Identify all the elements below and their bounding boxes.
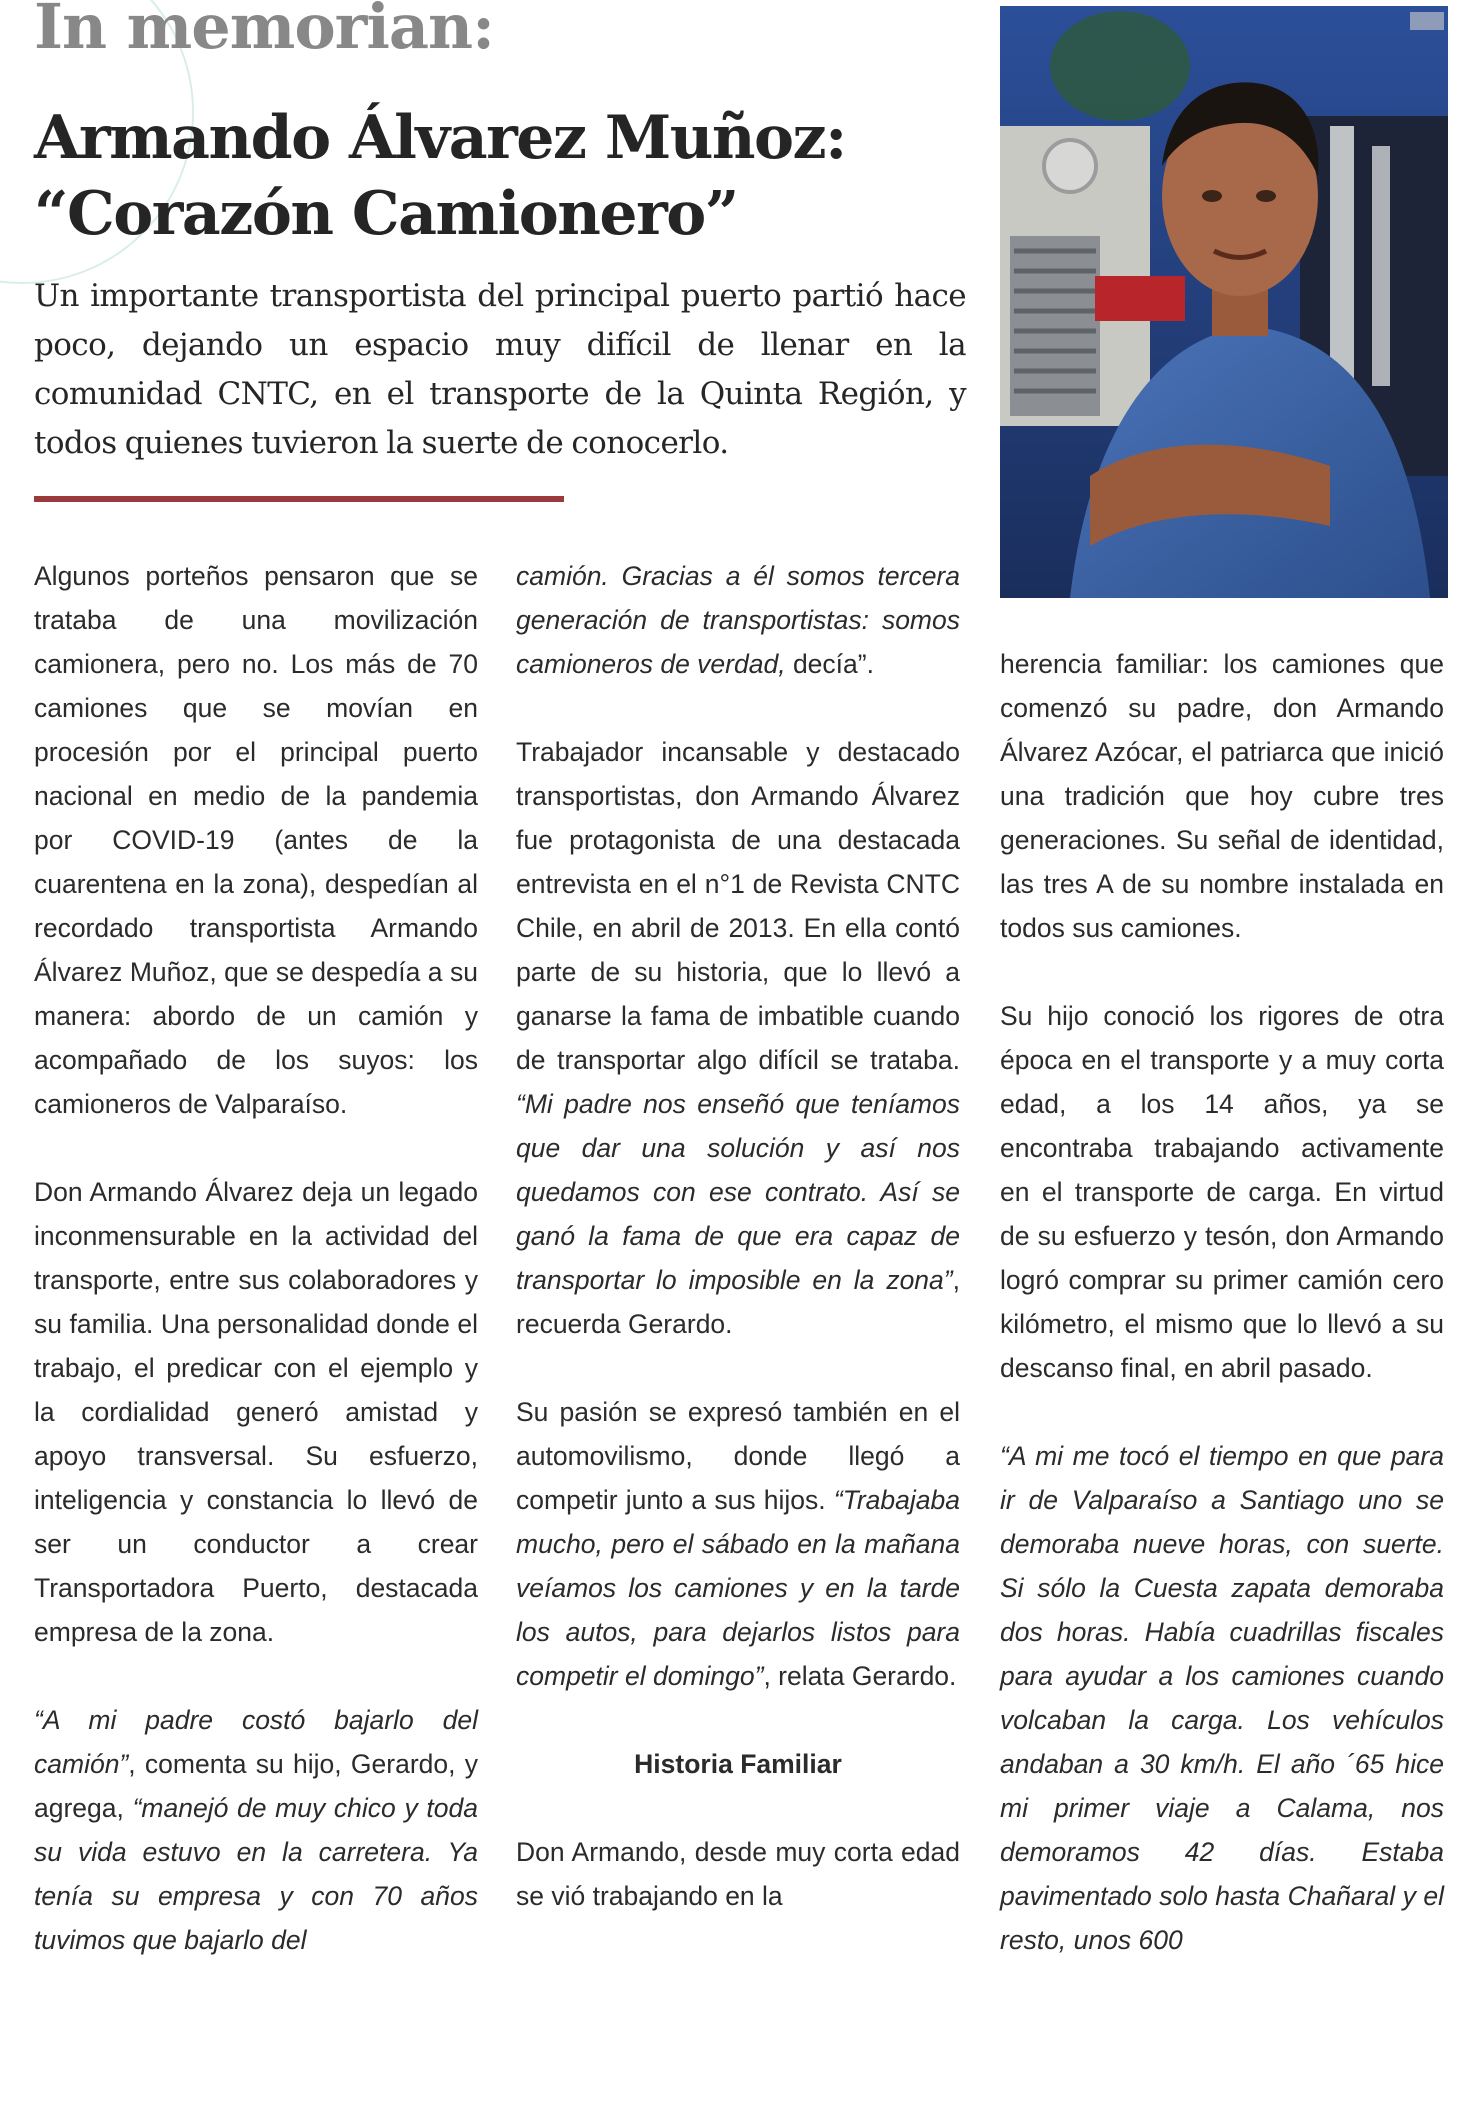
paragraph: [516, 554, 960, 686]
paragraph: [516, 1390, 960, 1698]
column-2: [516, 554, 960, 1962]
body-text: Su pasión se expresó también en el automovilismo, donde llegó a competir junto a sus hijos.: [516, 1397, 960, 1515]
quote-text: “A mi me tocó el tiempo en que para ir de Valparaíso a Santiago uno se demoraba nueve horas, con suerte. Si sólo la Cuesta zapata demoraba dos horas. Había cuadrillas fiscales para ayudar a los camiones cuando volcaban la carga. Los vehículos andaban a 30 km/h. El año ´65 hice mi primer viaje a Calama, nos demoramos 42 días. Estaba pavimentado solo hasta Chañaral y el resto, unos 600: [1000, 1441, 1444, 1955]
lead-paragraph: Un importante transportista del principal puerto partió hace poco, dejando un espacio muy difícil de llenar en la comunidad CNTC, en el transporte de la Quinta Región, y todos quienes tuvieron la suerte de conocerlo.: [34, 278, 966, 461]
paragraph: herencia familiar: los camiones que comenzó su padre, don Armando Álvarez Azócar, el patriarca que inició una tradición que hoy cubre tres generaciones. Su señal de identidad, las tres A de su nombre instalada en todos sus camiones.: [1000, 649, 1444, 943]
accent-rule: [34, 496, 564, 502]
section-subhead: Historia Familiar: [634, 1749, 842, 1779]
headline-line-1: Armando Álvarez Muñoz:: [34, 103, 846, 173]
quote-text: “manejó de muy chico y toda su vida estuvo en la carretera. Ya tenía su empresa y con 70 años tuvimos que bajarlo del: [34, 1793, 478, 1955]
paragraph: [516, 730, 960, 1346]
paragraph: [34, 1698, 478, 1962]
body-text: Trabajador incansable y destacado transportistas, don Armando Álvarez fue protagonista de una destacada entrevista en el n°1 de Revista CNTC Chile, en abril de 2013. En ella contó parte de su historia, que lo llevó a ganarse la fama de imbatible cuando de transportar algo difícil se trataba.: [516, 737, 960, 1075]
body-text: , recuerda Gerardo.: [516, 1265, 960, 1339]
paragraph: Don Armando Álvarez deja un legado inconmensurable en la actividad del transporte, entre sus colaboradores y su familia. Una personalidad donde el trabajo, el predicar con el ejemplo y la cordialidad generó amistad y apoyo transversal. Su esfuerzo, inteligencia y constancia lo llevó de ser un conductor a crear Transportadora Puerto, destacada empresa de la zona.: [34, 1177, 478, 1647]
paragraph: Don Armando, desde muy corta edad se vió trabajando en la: [516, 1837, 960, 1911]
quote-text: “A mi padre costó bajarlo del camión”: [34, 1705, 478, 1779]
section-kicker: In memorian:: [34, 0, 495, 63]
paragraph: Su hijo conoció los rigores de otra época en el transporte y a muy corta edad, a los 14 años, ya se encontraba trabajando activamente en el transporte de carga. En virtud de su esfuerzo y tesón, don Armando logró comprar su primer camión cero kilómetro, el mismo que lo llevó a su descanso final, en abril pasado.: [1000, 1001, 1444, 1383]
quote-text: “Mi padre nos enseñó que teníamos que dar una solución y así nos quedamos con ese contrato. Así se ganó la fama de que era capaz de transportar lo imposible en la zona”: [516, 1089, 960, 1295]
body-text: , relata Gerardo.: [763, 1661, 957, 1691]
quote-text: camión. Gracias a él somos tercera generación de transportistas: somos camioneros de verdad,: [516, 561, 960, 679]
paragraph: [1000, 1434, 1444, 1962]
quote-text: “Trabajaba mucho, pero el sábado en la mañana veíamos los camiones y en la tarde los autos, para dejarlos listos para competir el domingo”: [516, 1485, 960, 1691]
body-text: decía”.: [785, 649, 874, 679]
body-text: , comenta su hijo, Gerardo, y agrega,: [34, 1749, 478, 1823]
article-headline: [34, 100, 974, 252]
paragraph: Algunos porteños pensaron que se trataba de una movilización camionera, pero no. Los más de 70 camiones que se movían en procesión por el principal puerto nacional en medio de la pandemia por COVID-19 (antes de la cuarentena en la zona), despedían al recordado transportista Armando Álvarez Muñoz, que se despedía a su manera: abordo de un camión y acompañado de los suyos: los camioneros de Valparaíso.: [34, 561, 478, 1119]
column-1: [34, 554, 478, 2006]
portrait-photo: [1000, 6, 1448, 598]
portrait-illustration: [1000, 6, 1448, 598]
headline-line-2: “Corazón Camionero”: [34, 179, 738, 249]
column-3: [1000, 642, 1444, 2006]
